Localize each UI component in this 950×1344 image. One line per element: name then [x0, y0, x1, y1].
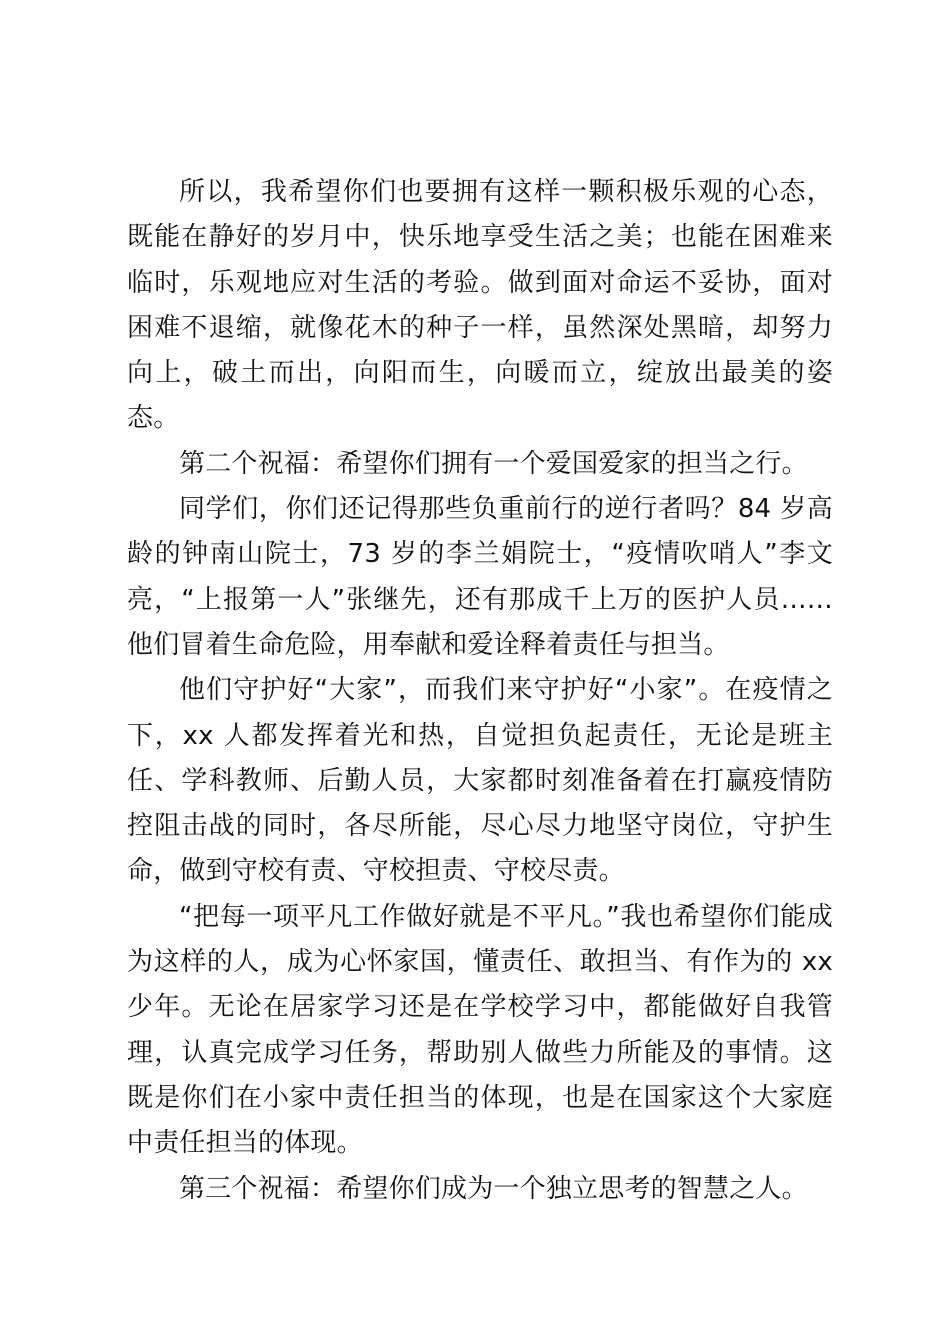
- paragraph-retrograde-heroes: 同学们，你们还记得那些负重前行的逆行者吗？84 岁高龄的钟南山院士，73 岁的李兰娟院士，“疫情吹哨人”李文亮，“上报第一人”张继先，还有那成千上万的医护人员……他们冒着生命危险，用奉献和爱诠释着责任与担当。: [127, 494, 833, 660]
- paragraph-optimism: 所以，我希望你们也要拥有这样一颗积极乐观的心态，既能在静好的岁月中，快乐地享受生活之美；也能在困难来临时，乐观地应对生活的考验。做到面对命运不妥协，面对困难不退缩，就像花木的种子一样，虽然深处黑暗，却努力向上，破土而出，向阳而生，向暖而立，绽放出最美的姿态。: [127, 177, 833, 434]
- paragraph-second-blessing-heading: 第二个祝福：希望你们拥有一个爱国爱家的担当之行。: [179, 448, 808, 479]
- document-body: [127, 170, 833, 1212]
- paragraph-guarding-home: 他们守护好“大家”，而我们来守护好“小家”。在疫情之下，xx 人都发挥着光和热，自觉担负起责任，无论是班主任、学科教师、后勤人员，大家都时刻准备着在打赢疫情防控阻击战的同时，各尽所能，尽心尽力地坚守岗位，守护生命，做到守校有责、守校担责、守校尽责。: [127, 675, 833, 887]
- paragraph-third-blessing-heading: 第三个祝福：希望你们成为一个独立思考的智慧之人。: [179, 1173, 808, 1204]
- paragraph-ordinary-work: “把每一项平凡工作做好就是不平凡。”我也希望你们能成为这样的人，成为心怀家国，懂责任、敢担当、有作为的 xx 少年。无论在居家学习还是在学校学习中，都能做好自我管理，认真完成学习任务，帮助别人做些力所能及的事情。这既是你们在小家中责任担当的体现，也是在国家这个大家庭中责任担当的体现。: [127, 901, 833, 1159]
